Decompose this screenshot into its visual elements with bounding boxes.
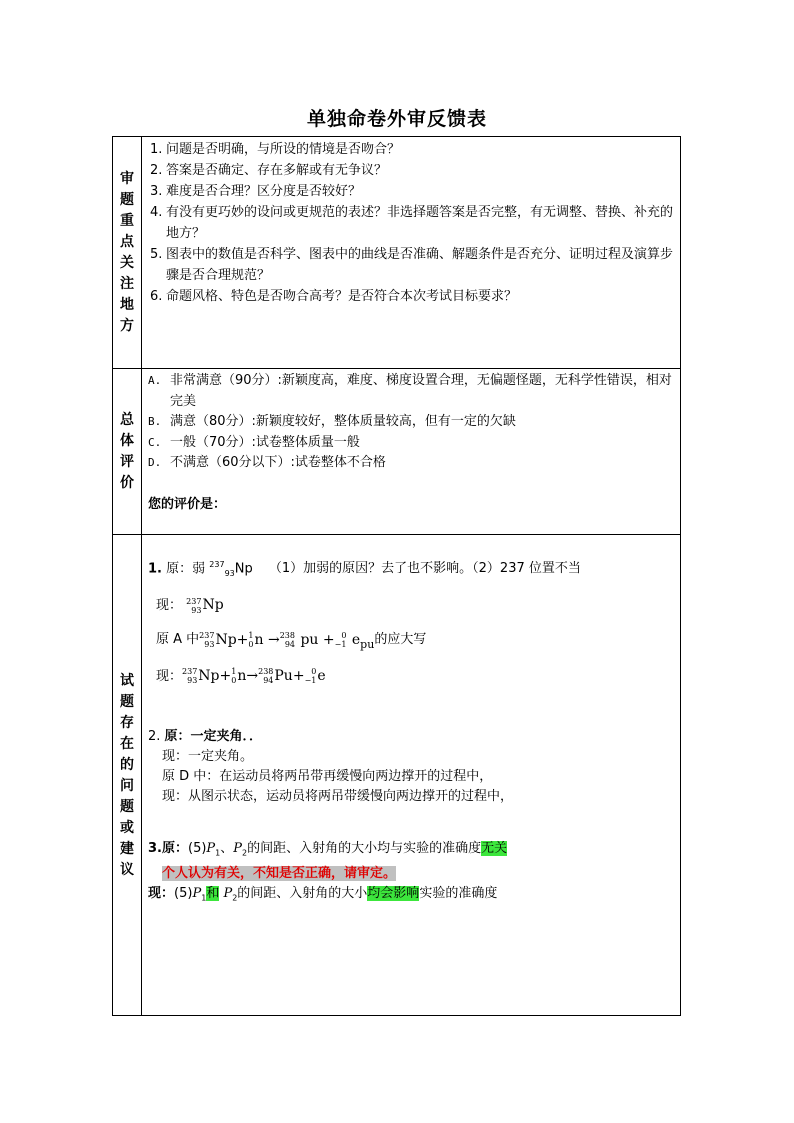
focus-item-text: 难度是否合理？区分度是否较好？ [166, 184, 362, 199]
issue-3-now-and: 和 [206, 886, 220, 902]
plus: + [292, 668, 305, 685]
issues-header [113, 535, 142, 1016]
evaluation-option-number: A. [148, 374, 162, 387]
focus-item-text: 问题是否明确，与所设的情境是否吻合？ [166, 142, 401, 157]
evaluation-char: 总 [120, 412, 134, 428]
separator: 、 [220, 841, 234, 857]
issue-3-orig-pre: (5) [188, 841, 207, 857]
focus-item-number: 5. [150, 247, 163, 262]
evaluation-row [113, 369, 681, 535]
sub-2: 2 [232, 893, 238, 903]
focus-item-text: 有没有更巧妙的设问或更规范的表述？非选择题答案是否完整，有无调整、替换、补充的地方？ [166, 205, 674, 241]
focus-item [142, 181, 680, 202]
issue-1 [142, 535, 680, 687]
focus-item-number: 2. [150, 163, 163, 178]
issue-2 [142, 687, 680, 807]
issues-label [120, 671, 134, 881]
issue-2-now: 现：一定夹角。 [162, 749, 254, 765]
mass-1: 1 [231, 667, 237, 677]
your-rating-label: 您的评价是： [148, 496, 227, 512]
focus-list [142, 137, 680, 307]
symbol-np: Np [202, 597, 224, 614]
var-p: P [223, 886, 233, 902]
issues-row [113, 535, 681, 1016]
issue-3-now-highlight: 均会影响 [367, 886, 420, 902]
issue-2-orig: 原：一定夹角．． [164, 729, 263, 745]
issue-1-now-label: 现： [156, 597, 183, 613]
evaluation-char: 评 [120, 454, 134, 470]
arrow: → [267, 631, 280, 648]
focus-header [113, 137, 142, 369]
arrow: → [246, 668, 259, 685]
symbol-e: e [317, 668, 326, 685]
evaluation-content [142, 369, 681, 535]
focus-char: 方 [120, 318, 134, 334]
mass-238: 238 [279, 630, 295, 640]
issue-1-orig-symbol: Np [234, 561, 253, 577]
issues-char: 题 [120, 693, 134, 710]
focus-char: 地 [120, 297, 134, 313]
plus: + [322, 631, 335, 648]
sub-1: 1 [201, 893, 207, 903]
issues-char: 在 [120, 735, 134, 752]
focus-item-text: 命题风格、特色是否吻合高考？是否符合本次考试目标要求？ [166, 289, 518, 304]
symbol-e: e [351, 631, 361, 648]
evaluation-options [142, 369, 680, 474]
evaluation-option [142, 371, 680, 412]
charge-0: 0 [231, 676, 237, 686]
issues-char: 建 [120, 840, 134, 857]
focus-char: 注 [120, 276, 134, 292]
issue-2-orig-d: 原 D 中：在运动员将两吊带再缓慢向两边撑开的过程中， [162, 769, 493, 785]
focus-item-number: 6. [150, 289, 163, 304]
symbol-n: n [254, 631, 264, 648]
issue-3-now-pre: (5) [174, 886, 193, 902]
mass-0: 0 [341, 630, 347, 640]
focus-char: 审 [120, 171, 134, 187]
charge-93: 93 [204, 639, 215, 649]
issues-char: 的 [120, 756, 134, 773]
charge-93: 93 [187, 676, 198, 686]
issue-3-now-label: 现： [148, 886, 175, 902]
symbol-pu-lower: pu [300, 631, 319, 648]
evaluation-char: 体 [120, 433, 134, 449]
evaluation-option-text: 满意（80分）:新颖度较好，整体质量较高，但有一定的欠缺 [170, 414, 516, 429]
feedback-table [112, 136, 681, 1016]
issue-3 [142, 807, 680, 908]
issues-char: 问 [120, 777, 134, 794]
issue-3-now-end: 实验的准确度 [419, 886, 498, 902]
symbol-np: Np [215, 631, 237, 648]
evaluation-option-text: 非常满意（90分）:新颖度高，难度、梯度设置合理，无偏题怪题，无科学性错误，相对完美 [170, 373, 672, 409]
var-p: P [233, 841, 243, 857]
symbol-n: n [237, 668, 247, 685]
var-p: P [192, 886, 202, 902]
evaluation-option [142, 412, 680, 433]
evaluation-option-number: D. [148, 456, 162, 469]
issue-3-orig-highlight: 无关 [481, 841, 508, 857]
focus-item [142, 160, 680, 181]
issue-3-number: 3. [148, 841, 162, 857]
issues-char: 题 [120, 798, 134, 815]
mass-238: 238 [258, 667, 274, 677]
charge-0: 0 [248, 639, 254, 649]
issue-1-now-equation [148, 665, 680, 688]
evaluation-option-text: 一般（70分）:试卷整体质量一般 [170, 434, 360, 450]
evaluation-label [120, 410, 134, 494]
page-title: 单独命卷外审反馈表 [306, 108, 487, 130]
mass-237: 237 [182, 667, 198, 677]
focus-char: 题 [120, 192, 134, 208]
sub-1: 1 [215, 849, 221, 859]
issue-3-orig-label: 原： [161, 841, 188, 857]
focus-char: 关 [120, 255, 134, 271]
focus-label [120, 169, 134, 337]
issue-1-orig-charge: 93 [224, 568, 235, 578]
issues-content [142, 535, 681, 1016]
issue-1-number: 1. [148, 561, 162, 577]
issue-2-number: 2. [148, 729, 161, 745]
issues-char: 或 [120, 819, 134, 836]
focus-item [142, 244, 680, 286]
evaluation-char: 价 [120, 475, 134, 491]
issues-char: 存 [120, 714, 134, 731]
var-p: P [206, 841, 216, 857]
focus-item-text: 答案是否确定、存在多解或有无争议？ [166, 163, 388, 178]
symbol-pu-upper: Pu [274, 668, 293, 685]
mass-237: 237 [186, 596, 202, 606]
issues-char: 试 [120, 672, 134, 689]
focus-char: 点 [120, 234, 134, 250]
eq-comment: 的应大写 [374, 632, 427, 648]
charge-minus-1: −1 [334, 639, 347, 649]
plus: + [219, 668, 232, 685]
issue-1-now [148, 594, 680, 617]
focus-content [142, 137, 681, 369]
issues-char: 议 [120, 861, 134, 878]
focus-row [113, 137, 681, 369]
charge-93: 93 [191, 605, 202, 615]
plus: + [236, 631, 249, 648]
issue-1-comment: （1）加弱的原因？去了也不影响。（2）237 位置不当 [268, 561, 581, 577]
issue-1-orig-equation [148, 628, 680, 651]
evaluation-option-number: C. [148, 435, 162, 449]
issue-3-now-mid: 的间距、入射角的大小 [237, 886, 368, 902]
mass-1: 1 [248, 630, 254, 640]
evaluation-header [113, 369, 142, 535]
focus-char: 重 [120, 213, 134, 229]
charge-94: 94 [263, 676, 274, 686]
issue-2-now-d: 现：从图示状态，运动员将两吊带缓慢向两边撑开的过程中， [162, 789, 514, 805]
focus-item-number: 3. [150, 184, 163, 199]
evaluation-option-text: 不满意（60分以下）:试卷整体不合格 [170, 455, 386, 470]
symbol-np: Np [198, 668, 220, 685]
focus-item-number: 1. [150, 142, 163, 157]
issue-1-orig-mass: 237 [209, 560, 225, 569]
focus-item [142, 139, 680, 160]
orig-a-label: 原 A 中 [156, 632, 200, 648]
focus-item [142, 202, 680, 244]
now-label: 现： [156, 668, 183, 684]
issue-1-orig-prefix: 原：弱 [166, 561, 206, 577]
focus-item [142, 286, 680, 307]
evaluation-option [142, 453, 680, 474]
sub-2: 2 [242, 849, 248, 859]
sub-pu: pu [360, 637, 375, 651]
evaluation-option-number: B. [148, 415, 162, 428]
focus-item-number: 4. [150, 205, 163, 220]
mass-0: 0 [311, 667, 317, 677]
charge-94: 94 [284, 639, 295, 649]
issue-3-comment: 个人认为有关，不知是否正确，请审定。 [162, 866, 397, 882]
evaluation-option [142, 433, 680, 454]
mass-237: 237 [199, 630, 215, 640]
focus-item-text: 图表中的数值是否科学、图表中的曲线是否准确、解题条件是否充分、证明过程及演算步骤是否合理规范？ [166, 247, 674, 283]
issue-3-orig-mid: 的间距、入射角的大小均与实验的准确度 [247, 841, 482, 857]
charge-minus-1: −1 [304, 676, 317, 686]
